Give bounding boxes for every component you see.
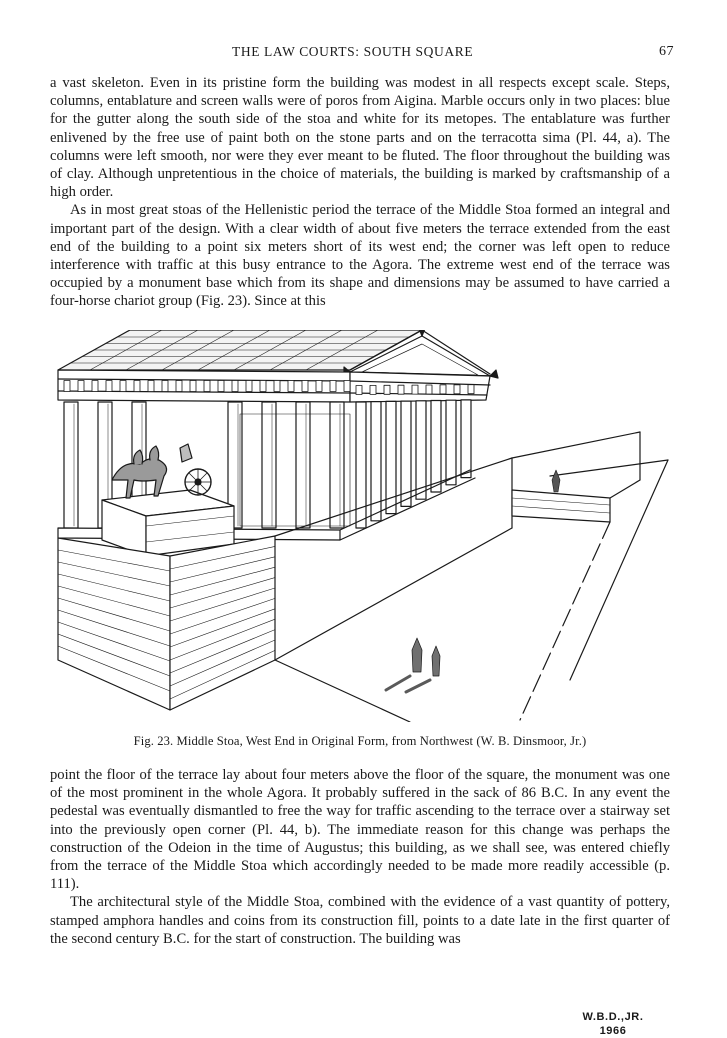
- triglyph: [316, 381, 322, 392]
- triglyph: [274, 381, 280, 392]
- chariot-group: [112, 444, 211, 498]
- stoa-drawing: [50, 330, 670, 722]
- triglyph: [370, 385, 376, 394]
- triglyph: [260, 381, 266, 392]
- column: [416, 401, 426, 499]
- triglyph: [398, 385, 404, 394]
- triglyph: [288, 381, 294, 392]
- running-head: THE LAW COURTS: SOUTH SQUARE: [232, 44, 474, 59]
- column: [446, 400, 456, 485]
- figure-caption: Fig. 23. Middle Stoa, West End in Original Form, from Northwest (W. B. Dinsmoor, Jr.): [133, 734, 587, 748]
- column: [401, 401, 411, 506]
- paragraph: As in most great stoas of the Hellenistic period the terrace of the Middle Stoa formed an integral and important part of the design. With a clear width of about five meters the terrace extended from the east end of the building to a point six meters short of its west end; the corner was left open to reduce interference with traffic at this busy entrance to the Agora. The extreme west end of the terrace was occupied by a monument base which from its shape and dimensions may be assumed to have carried a four-horse chariot group (Fig. 23). Since at this: [50, 202, 670, 310]
- triglyph: [246, 381, 252, 392]
- signature-name: W.B.D.,JR.: [582, 1011, 644, 1023]
- triglyph: [232, 381, 238, 392]
- triglyph: [454, 385, 460, 394]
- monument-base: [102, 490, 234, 556]
- triglyph: [204, 381, 210, 392]
- triglyph: [120, 381, 126, 392]
- artist-signature: [578, 1010, 648, 1038]
- triglyph: [330, 381, 336, 392]
- paragraph: The architectural style of the Middle Stoa, combined with the evidence of a vast quantity of pottery, stamped amphora handles and coins from its construction fill, points to a date late in the first quarter of the second century B.C. for the start of construction. The building was: [50, 894, 670, 947]
- column: [330, 402, 344, 528]
- triglyph: [64, 381, 70, 392]
- column: [296, 402, 310, 528]
- triglyph: [426, 385, 432, 394]
- triglyph: [468, 385, 474, 394]
- triglyph: [356, 386, 362, 395]
- body-text-bottom: [50, 766, 670, 948]
- standing-figures: [386, 638, 440, 692]
- triglyph: [412, 385, 418, 394]
- paragraph: point the floor of the terrace lay about four meters above the floor of the square, the monument was one of the most prominent in the whole Agora. It probably suffered in the sack of 86 B.C. In any event the pedestal was eventually dismantled to free the way for traffic ascending to the terrace over a stairway set into the previously open corner (Pl. 44, b). The immediate reason for this change was perhaps the construction of the Odeion in the time of Augustus; this building, as we shall see, was entered chiefly from the terrace of the Middle Stoa which accordingly needed to be made more readily accessible (p. 111).: [50, 767, 670, 893]
- body-text-top: [50, 74, 670, 311]
- stairway: [512, 432, 668, 522]
- triglyph: [440, 385, 446, 394]
- signature-year: 1966: [599, 1025, 627, 1037]
- triglyph: [92, 381, 98, 392]
- column: [64, 402, 78, 528]
- triglyph: [162, 381, 168, 392]
- triglyph: [78, 381, 84, 392]
- triglyph: [176, 381, 182, 392]
- triglyph: [134, 381, 140, 392]
- paragraph: a vast skeleton. Even in its pristine form the building was modest in all respects except scale. Steps, columns, entablature and screen walls were of poros from Aigina. Marble occurs only in two places: blue for the gutter along the south side of the stoa and white for its metopes. The entablature was further enlivened by the free use of paint both on the stone parts and on the terracotta sima (Pl. 44, a). The columns were left smooth, nor were they ever meant to be fluted. The floor throughout the building was of clay. Although unpretentious in the choice of materials, the building is marked by craftsmanship of a high order.: [50, 75, 670, 201]
- page-number: 67: [659, 44, 674, 59]
- triglyph: [218, 381, 224, 392]
- entablature: [58, 370, 490, 402]
- triglyph: [190, 381, 196, 392]
- triglyph: [384, 385, 390, 394]
- triglyph: [302, 381, 308, 392]
- triglyph: [344, 381, 350, 392]
- column: [262, 402, 276, 528]
- column: [431, 401, 441, 493]
- column: [461, 400, 471, 478]
- triglyph: [106, 381, 112, 392]
- triglyph: [148, 381, 154, 392]
